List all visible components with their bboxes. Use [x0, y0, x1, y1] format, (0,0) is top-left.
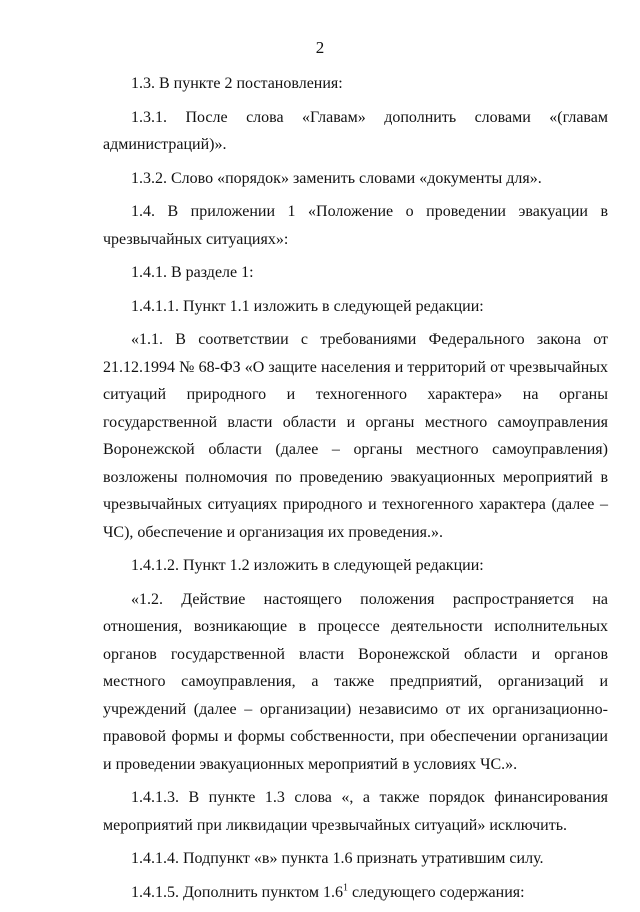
quoted-clause-1-2: «1.2. Действие настоящего положения распространяется на отношения, возникающие в процессе деятельности исполнительных органов государственной власти Воронежской области и органов местного самоуправления, а также предприятий, организаций и учреждений (далее – организации) независимо от их организационно-правовой формы и формы собственности, при обеспечении организации и проведении эвакуационных мероприятий в условиях ЧС.». — [103, 590, 608, 773]
page-number: 2 — [315, 38, 325, 57]
quoted-clause-1-1: «1.1. В соответствии с требованиями Федерального закона от 21.12.1994 № 68-ФЗ «О защите населения и территорий от чрезвычайных ситуаций природного и техногенного характера» на органы государственной власти области и органы местного самоуправления Воронежской области (далее – органы местного самоуправления) возложены полномочия по проведению эвакуационных мероприятий в чрезвычайных ситуациях природного и техногенного характера (далее – ЧС), обеспечение и организация их проведения.». — [103, 331, 608, 541]
paragraph-1-3-2: 1.3.2. Слово «порядок» заменить словами «документы для». — [131, 169, 542, 187]
paragraph-1-4-1-2: 1.4.1.2. Пункт 1.2 изложить в следующей редакции: — [131, 557, 484, 574]
paragraph-1-3: 1.3. В пункте 2 постановления: — [131, 75, 343, 92]
paragraph-1-4-1-5-text: 1.4.1.5. Дополнить пунктом 1.6 — [131, 883, 343, 901]
paragraph-1-4: 1.4. В приложении 1 «Положение о проведении эвакуации в чрезвычайных ситуациях»: — [103, 203, 608, 248]
paragraph-1-4-1: 1.4.1. В разделе 1: — [131, 264, 254, 281]
paragraph-1-4-1-3: 1.4.1.3. В пункте 1.3 слова «, а также порядок финансирования мероприятий при ликвидации чрезвычайных ситуаций» исключить. — [103, 789, 608, 834]
paragraph-1-4-1-5 — [103, 879, 608, 907]
paragraph-1-3-1: 1.3.1. После слова «Главам» дополнить словами «(главам администраций)». — [103, 108, 608, 153]
document-body — [103, 70, 608, 912]
superscript-index: 1 — [342, 882, 348, 894]
paragraph-1-4-1-1: 1.4.1.1. Пункт 1.1 изложить в следующей редакции: — [131, 297, 484, 315]
paragraph-1-4-1-4: 1.4.1.4. Подпункт «в» пункта 1.6 признать утратившим силу. — [131, 850, 544, 867]
paragraph-1-4-1-5-tail: следующего содержания: — [347, 883, 525, 901]
